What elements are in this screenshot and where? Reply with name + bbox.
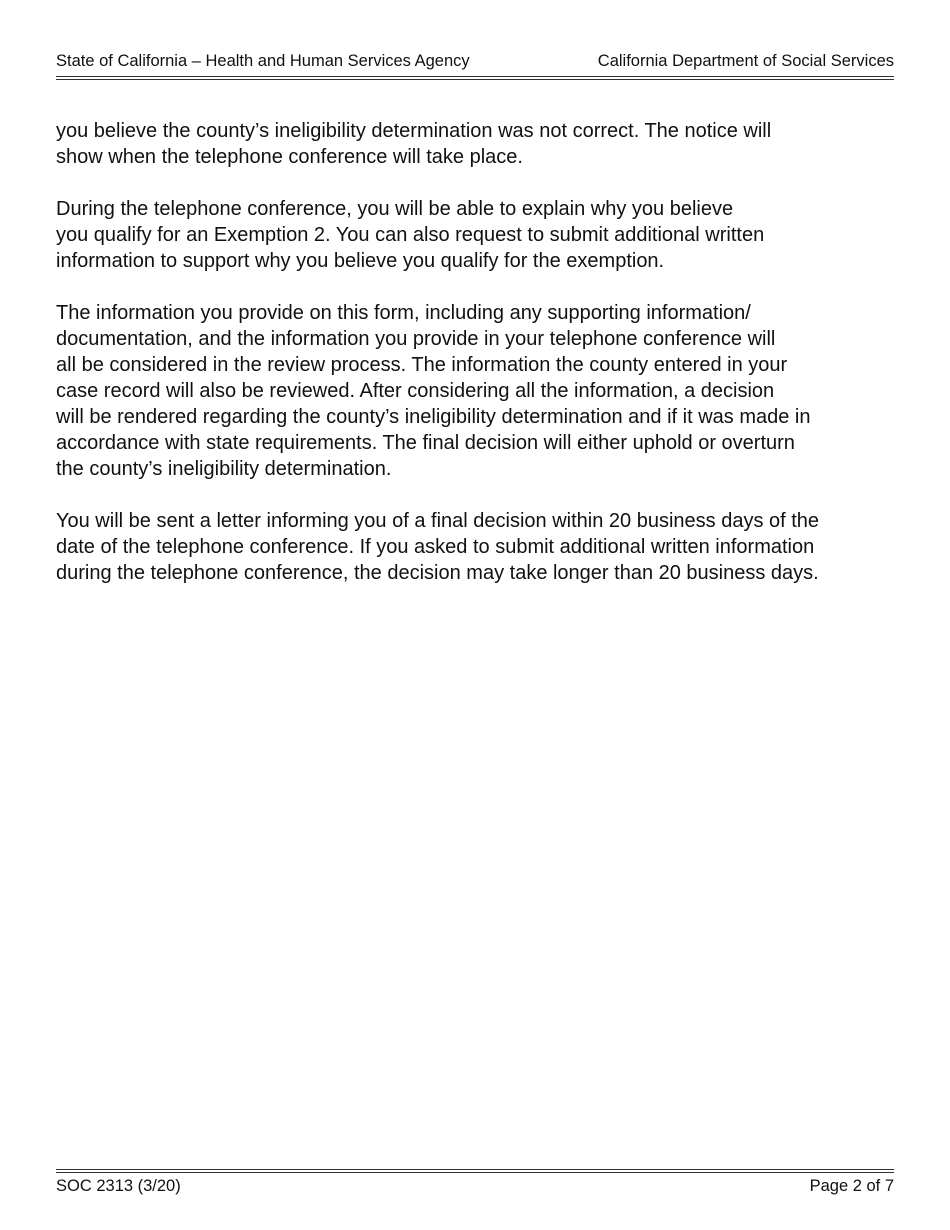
footer-divider (56, 1169, 894, 1173)
paragraph-final-decision: You will be sent a letter informing you of a final decision within 20 business days of the date of the telephone conference. If you asked to submit additional written information during the telephone conference, the decision may take longer than 20 business days. (56, 510, 820, 584)
paragraph-review-process: The information you provide on this form, including any supporting information/ documentation, and the information you provide in your telephone conference will all be considered in the review process. The information the county entered in your case record will also be reviewed. After considering all the information, a decision will be rendered regarding the county’s ineligibility determination and if it was made in accordance with state requirements. The final decision will either uphold or overturn the county’s ineligibility determination. (56, 302, 811, 480)
form-id: SOC 2313 (3/20) (56, 1177, 181, 1195)
page-footer (56, 1175, 894, 1197)
header-agency: State of California – Health and Human Services Agency (56, 52, 470, 70)
page-header (56, 50, 894, 76)
page-number: Page 2 of 7 (809, 1177, 894, 1195)
header-department: California Department of Social Services (597, 52, 894, 70)
paragraph-telephone-conference: During the telephone conference, you will be able to explain why you believe you qualify for an Exemption 2. You can also request to submit additional written information to support why you believe you qualify for the exemption. (56, 198, 765, 272)
document-body (56, 118, 896, 612)
header-divider (56, 76, 894, 80)
paragraph-notice: you believe the county’s ineligibility determination was not correct. The notice will show when the telephone conference will take place. (56, 120, 772, 168)
